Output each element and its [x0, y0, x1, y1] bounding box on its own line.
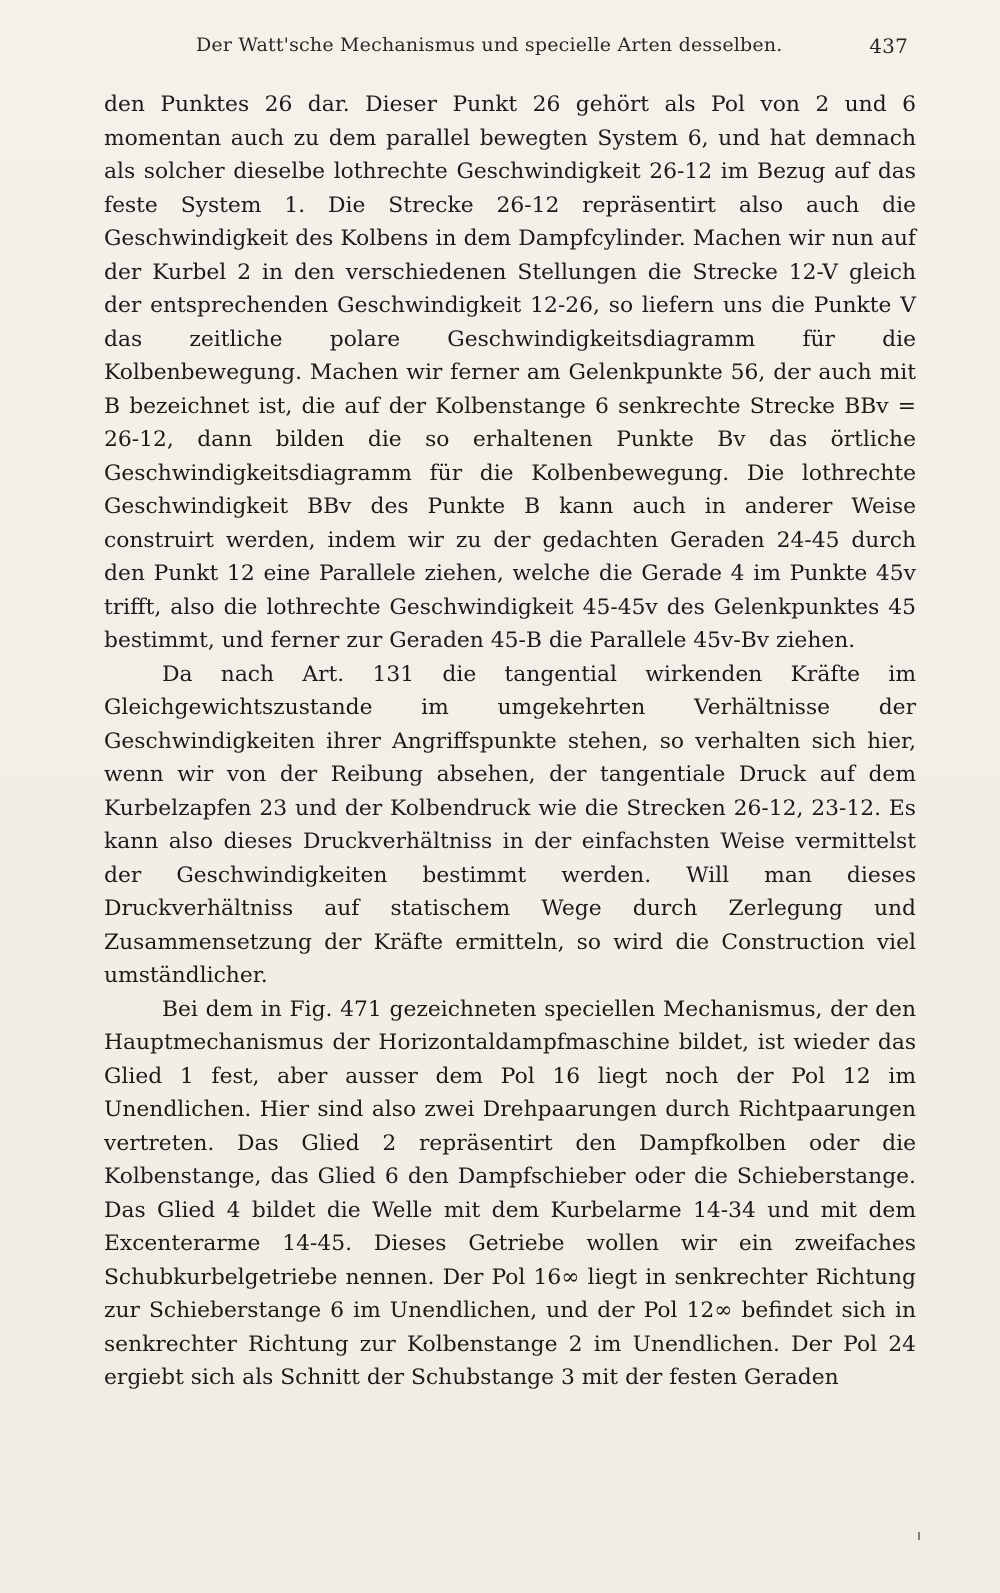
page-number: 437: [869, 34, 908, 58]
paragraph-3: Bei dem in Fig. 471 gezeichneten speciellen Mechanismus, der den Hauptmechanismus der Horizontaldampfmaschine bildet, ist wieder das Glied 1 fest, aber ausser dem Pol 16 liegt noch der Pol 12 im Unendlichen. Hier sind also zwei Drehpaarungen durch Richtpaarungen vertreten. Das Glied 2 repräsentirt den Dampfkolben oder die Kolbenstange, das Glied 6 den Dampfschieber oder die Schieberstange. Das Glied 4 bildet die Welle mit dem Kurbelarme 14-34 und mit dem Excenterarme 14-45. Dieses Getriebe wollen wir ein zweifaches Schubkurbelgetriebe nennen. Der Pol 16∞ liegt in senkrechter Richtung zur Schieberstange 6 im Unendlichen, und der Pol 12∞ befindet sich in senkrechter Richtung zur Kolbenstange 2 im Unendlichen. Der Pol 24 ergiebt sich als Schnitt der Schubstange 3 mit der festen Geraden: [104, 996, 916, 1390]
print-speck: [918, 1532, 920, 1540]
body-text: [104, 88, 916, 1395]
paragraph-1: den Punktes 26 dar. Dieser Punkt 26 gehört als Pol von 2 und 6 momentan auch zu dem parallel bewegten System 6, und hat demnach als solcher dieselbe lothrechte Geschwindigkeit 26-12 im Bezug auf das feste System 1. Die Strecke 26-12 repräsentirt also auch die Geschwindigkeit des Kolbens in dem Dampfcylinder. Machen wir nun auf der Kurbel 2 in den verschiedenen Stellungen die Strecke 12-V gleich der entsprechenden Geschwindigkeit 12-26, so liefern uns die Punkte V das zeitliche polare Geschwindigkeitsdiagramm für die Kolbenbewegung. Machen wir ferner am Gelenkpunkte 56, der auch mit B bezeichnet ist, die auf der Kolbenstange 6 senkrechte Strecke BBv = 26-12, dann bilden die so erhaltenen Punkte Bv das örtliche Geschwindigkeitsdiagramm für die Kolbenbewegung. Die lothrechte Geschwindigkeit BBv des Punkte B kann auch in anderer Weise construirt werden, indem wir zu der gedachten Geraden 24-45 durch den Punkt 12 eine Parallele ziehen, welche die Gerade 4 im Punkte 45v trifft, also die lothrechte Geschwindigkeit 45-45v des Gelenkpunktes 45 bestimmt, und ferner zur Geraden 45-B die Parallele 45v-Bv ziehen.: [104, 92, 916, 653]
running-header: [196, 34, 916, 64]
paragraph-2: Da nach Art. 131 die tangential wirkenden Kräfte im Gleichgewichtszustande im umgekehrten Verhältnisse der Geschwindigkeiten ihrer Angriffspunkte stehen, so verhalten sich hier, wenn wir von der Reibung absehen, der tangentiale Druck auf dem Kurbelzapfen 23 und der Kolbendruck wie die Strecken 26-12, 23-12. Es kann also dieses Druckverhältniss in der einfachsten Weise vermittelst der Geschwindigkeiten bestimmt werden. Will man dieses Druckverhältniss auf statischem Wege durch Zerlegung und Zusammensetzung der Kräfte ermitteln, so wird die Construction viel umständlicher.: [104, 661, 916, 988]
header-title: Der Watt'sche Mechanismus und specielle Arten desselben.: [196, 34, 783, 56]
